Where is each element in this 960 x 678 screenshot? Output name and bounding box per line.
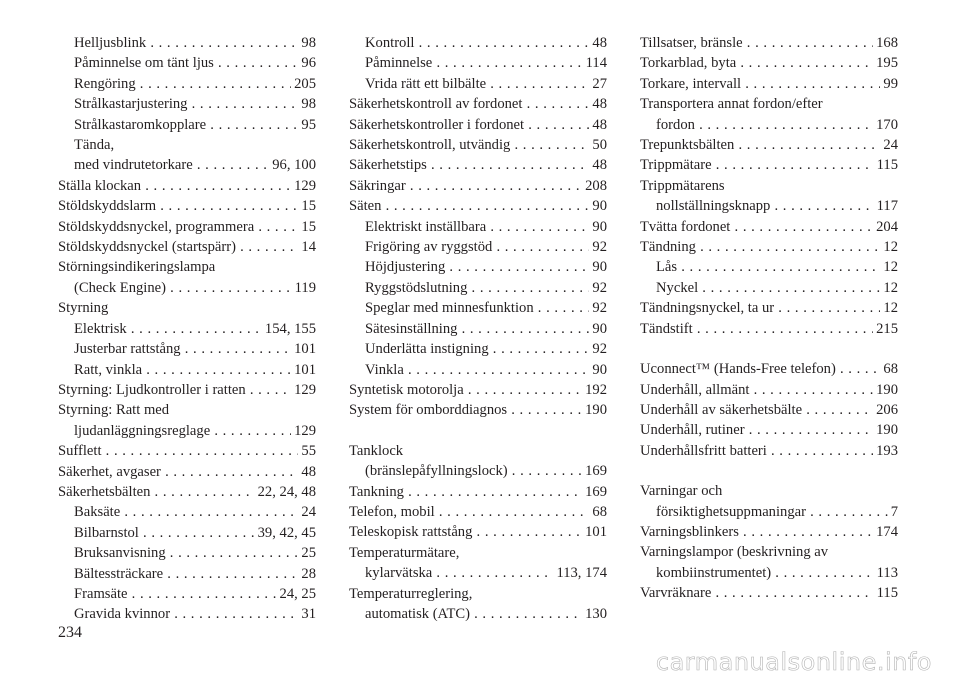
- page-reference: 22, 24, 48: [255, 482, 316, 502]
- index-term-continuation-line: [365, 563, 607, 583]
- index-term: Vinkla: [365, 361, 404, 378]
- page-reference: 12: [880, 257, 898, 277]
- index-term: Stöldskyddsnyckel, programmera: [58, 218, 255, 235]
- index-entry: [58, 462, 316, 482]
- index-entry: [349, 502, 607, 522]
- page-reference: 12: [880, 278, 898, 298]
- index-term: Torkare, intervall: [640, 75, 742, 92]
- page-reference: 24: [298, 502, 316, 522]
- index-term-continuation-line: [656, 196, 898, 216]
- index-term: Transportera annat fordon/efter: [640, 96, 823, 113]
- page-reference: 12: [880, 237, 898, 257]
- page-reference: 90: [589, 257, 607, 277]
- index-term: Underlätta instigning: [365, 341, 489, 358]
- page-reference: 39, 42, 45: [255, 523, 316, 543]
- page-reference: 169: [582, 482, 607, 502]
- index-term: Tända,: [74, 137, 115, 154]
- index-entry: [349, 380, 607, 400]
- index-subentry: [365, 33, 607, 53]
- index-subentry: [365, 339, 607, 359]
- index-subentry: [74, 604, 316, 624]
- index-term: Bilbarnstol: [74, 524, 139, 541]
- index-term: Temperaturreglering,: [349, 585, 473, 602]
- index-entry: [640, 94, 898, 135]
- index-term: Vrida rätt ett bilbälte: [365, 75, 487, 92]
- index-entry: [640, 319, 898, 339]
- index-subentry: [74, 33, 316, 53]
- index-term: Störningsindikeringslampa: [58, 259, 216, 276]
- page-reference: 130: [582, 604, 607, 624]
- index-term: Tvätta fordonet: [640, 218, 731, 235]
- index-term: Underhåll, rutiner: [640, 422, 745, 439]
- page-reference: 115: [874, 155, 898, 175]
- index-term-continuation: fordon: [656, 116, 695, 133]
- index-term: Bältessträckare: [74, 565, 164, 582]
- page-reference: 119: [292, 278, 316, 298]
- index-term: Trippmätare: [640, 157, 712, 174]
- index-term: Säkerhet, avgaser: [58, 463, 161, 480]
- page-reference: 96: [298, 53, 316, 73]
- index-term: Torkarblad, byta: [640, 55, 737, 72]
- page-reference: 7: [888, 502, 898, 522]
- index-entry: [349, 176, 607, 196]
- index-entry: [640, 155, 898, 175]
- index-term: Underhållsfritt batteri: [640, 442, 767, 459]
- index-entry: [349, 196, 607, 216]
- page-reference: 115: [874, 583, 898, 603]
- index-term-continuation-line: [656, 502, 898, 522]
- page-reference: 101: [582, 522, 607, 542]
- index-entry: [640, 420, 898, 440]
- page-reference: 92: [589, 278, 607, 298]
- index-entry: [640, 74, 898, 94]
- index-term: Ställa klockan: [58, 177, 142, 194]
- index-entry: [640, 542, 898, 583]
- index-entry: [58, 482, 316, 502]
- index-entry: [640, 298, 898, 318]
- index-entry: [640, 481, 898, 522]
- index-entry: [349, 400, 607, 420]
- page-reference: 25: [298, 543, 316, 563]
- index-subentry: [74, 135, 316, 155]
- index-subentry: [365, 319, 607, 339]
- index-subentry: [365, 237, 607, 257]
- index-term: Justerbar rattstång: [74, 341, 181, 358]
- page-reference: 90: [589, 319, 607, 339]
- index-subentry: [365, 217, 607, 237]
- page-reference: 55: [298, 441, 316, 461]
- page-reference: 129: [291, 176, 316, 196]
- watermark: carmanualsonline.info: [655, 648, 932, 676]
- index-term: Varningar och: [640, 483, 723, 500]
- page-reference: 12: [880, 298, 898, 318]
- index-term: Tanklock: [349, 442, 404, 459]
- page-reference: 114: [583, 53, 607, 73]
- index-term-continuation: (Check Engine): [74, 279, 166, 296]
- index-column-3: [640, 33, 898, 604]
- index-term: Elektriskt inställbara: [365, 218, 487, 235]
- index-term: Varningslampor (beskrivning av: [640, 544, 829, 561]
- index-entry: [640, 33, 898, 53]
- page-reference: 48: [589, 115, 607, 135]
- index-term: Tändning: [640, 239, 696, 256]
- index-column-2: [349, 33, 607, 624]
- index-entry: [349, 135, 607, 155]
- page-reference: 117: [874, 196, 898, 216]
- index-term: Framsäte: [74, 585, 128, 602]
- page-reference: 208: [582, 176, 607, 196]
- index-entry: [58, 176, 316, 196]
- page-reference: 90: [589, 196, 607, 216]
- index-entry: [58, 380, 316, 400]
- index-term: Tändstift: [640, 320, 693, 337]
- index-term: Säkerhetskontroll av fordonet: [349, 96, 523, 113]
- index-subentry: [74, 502, 316, 522]
- index-term: Ryggstödslutning: [365, 279, 468, 296]
- index-term-continuation: automatisk (ATC): [365, 605, 470, 622]
- index-entry: [349, 441, 607, 482]
- page-reference: 48: [589, 94, 607, 114]
- index-term: Påminnelse: [365, 55, 433, 72]
- page-reference: 68: [880, 359, 898, 379]
- index-term: Strålkastaromkopplare: [74, 116, 207, 133]
- index-subentry: [74, 53, 316, 73]
- index-entry: [640, 135, 898, 155]
- index-term: Påminnelse om tänt ljus: [74, 55, 214, 72]
- index-entry: [349, 522, 607, 542]
- page-reference: 95: [298, 115, 316, 135]
- section-gap: [349, 421, 607, 441]
- index-term-continuation: kylarvätska: [365, 565, 433, 582]
- page-reference: 28: [298, 564, 316, 584]
- page-reference: 92: [589, 339, 607, 359]
- index-term: Tankning: [349, 483, 404, 500]
- index-term: Stöldskyddsnyckel (startspärr): [58, 239, 236, 256]
- index-term: Lås: [656, 259, 678, 276]
- page-reference: 113: [874, 563, 898, 583]
- index-term: Säkerhetstips: [349, 157, 427, 174]
- index-term: Syntetisk motorolja: [349, 381, 464, 398]
- index-term: Underhåll, allmänt: [640, 381, 750, 398]
- page-reference: 101: [291, 339, 316, 359]
- index-term: Temperaturmätare,: [349, 544, 460, 561]
- page-reference: 98: [298, 33, 316, 53]
- index-subentry: [365, 53, 607, 73]
- index-entry: [640, 217, 898, 237]
- index-term-continuation-line: [365, 604, 607, 624]
- page-reference: 48: [298, 462, 316, 482]
- page-reference: 68: [589, 502, 607, 522]
- page-reference: 98: [298, 94, 316, 114]
- index-term-continuation-line: [365, 461, 607, 481]
- index-entry: [640, 176, 898, 217]
- page-reference: 204: [873, 217, 898, 237]
- page-reference: 90: [589, 360, 607, 380]
- page-reference: 168: [873, 33, 898, 53]
- index-subentry: [365, 278, 607, 298]
- page-reference: 92: [589, 298, 607, 318]
- page-reference: 129: [291, 380, 316, 400]
- page-reference: 24, 25: [277, 584, 316, 604]
- index-entry: [640, 441, 898, 461]
- page-reference: 193: [873, 441, 898, 461]
- index-term: Styrning: Ljudkontroller i ratten: [58, 381, 246, 398]
- page-reference: 48: [589, 155, 607, 175]
- index-subentry: [74, 74, 316, 94]
- index-term: Speglar med minnesfunktion: [365, 300, 534, 317]
- index-term: Sufflett: [58, 443, 102, 460]
- index-term: Sätesinställning: [365, 320, 458, 337]
- section-gap: [640, 461, 898, 481]
- index-subentry: [74, 564, 316, 584]
- index-term: Styrning: Ratt med: [58, 402, 170, 419]
- page-reference: 15: [298, 196, 316, 216]
- index-subentry: [74, 339, 316, 359]
- index-entry: [349, 155, 607, 175]
- page-reference: 215: [873, 319, 898, 339]
- page-reference: 113, 174: [553, 563, 607, 583]
- page-reference: 24: [880, 135, 898, 155]
- index-term: Ratt, vinkla: [74, 361, 143, 378]
- index-term: Uconnect™ (Hands-Free telefon): [640, 361, 836, 378]
- page-reference: 96, 100: [269, 155, 316, 175]
- index-entry: [58, 441, 316, 461]
- index-term-continuation: kombiinstrumentet): [656, 564, 772, 581]
- index-column-1: [58, 33, 316, 625]
- index-term: System för omborddiagnos: [349, 402, 508, 419]
- index-term-continuation: (bränslepåfyllningslock): [365, 463, 508, 480]
- page-reference: 206: [873, 400, 898, 420]
- page-reference: 101: [291, 360, 316, 380]
- index-subentry: [74, 584, 316, 604]
- index-term: Höjdjustering: [365, 259, 446, 276]
- page-reference: 205: [291, 74, 316, 94]
- index-entry: [640, 237, 898, 257]
- page-reference: 15: [298, 217, 316, 237]
- index-subentry: [74, 523, 316, 543]
- index-entry: [58, 237, 316, 257]
- index-term-continuation-line: [656, 563, 898, 583]
- page-reference: 129: [291, 421, 316, 441]
- index-term-continuation-line: [656, 115, 898, 135]
- index-term: Tändningsnyckel, ta ur: [640, 300, 775, 317]
- index-term: Gravida kvinnor: [74, 606, 171, 623]
- index-entry: [58, 400, 316, 441]
- page-reference: 190: [873, 420, 898, 440]
- index-subentry: [74, 543, 316, 563]
- index-entry: [58, 196, 316, 216]
- page-reference: 50: [589, 135, 607, 155]
- page-reference: 170: [873, 115, 898, 135]
- index-term: Stöldskyddslarm: [58, 198, 157, 215]
- page-reference: 27: [589, 74, 607, 94]
- index-entry: [349, 543, 607, 584]
- index-term: Rengöring: [74, 75, 136, 92]
- index-term-continuation: nollställningsknapp: [656, 198, 771, 215]
- index-term-continuation-line: [74, 421, 316, 441]
- index-term: Säten: [349, 198, 382, 215]
- index-term: Kontroll: [365, 35, 415, 51]
- index-term: Underhåll av säkerhetsbälte: [640, 401, 803, 418]
- page-reference: 48: [589, 33, 607, 53]
- index-term: Baksäte: [74, 504, 121, 521]
- index-term: Frigöring av ryggstöd: [365, 239, 493, 256]
- index-term: Elektrisk: [74, 320, 127, 337]
- index-subentry: [365, 360, 607, 380]
- index-entry: [349, 584, 607, 625]
- index-term: Styrning: [58, 300, 109, 317]
- index-entry: [349, 94, 607, 114]
- page-reference: 195: [873, 53, 898, 73]
- page-reference: 174: [873, 522, 898, 542]
- page-reference: 169: [582, 461, 607, 481]
- page-reference: 92: [589, 237, 607, 257]
- index-term: med vindrutetorkare: [74, 157, 193, 174]
- page-reference: 31: [298, 604, 316, 624]
- index-subentry: [656, 257, 898, 277]
- index-subentry: [365, 257, 607, 277]
- index-entry: [58, 298, 316, 318]
- index-entry: [349, 115, 607, 135]
- index-term-continuation: ljudanläggningsreglage: [74, 422, 211, 439]
- index-entry: [349, 482, 607, 502]
- index-subentry: [74, 360, 316, 380]
- page-reference: 190: [873, 380, 898, 400]
- index-term: Telefon, mobil: [349, 503, 435, 520]
- index-subentry: [365, 74, 607, 94]
- index-term: Tillsatser, bränsle: [640, 35, 743, 51]
- index-term-continuation: försiktighetsuppmaningar: [656, 503, 806, 520]
- page-reference: 154, 155: [262, 319, 316, 339]
- index-term: Teleskopisk rattstång: [349, 524, 473, 541]
- index-subentry: [365, 298, 607, 318]
- index-subentry: [74, 94, 316, 114]
- page-reference: 190: [582, 400, 607, 420]
- index-term: Varvräknare: [640, 585, 712, 602]
- page-reference: 192: [582, 380, 607, 400]
- page-reference: 99: [880, 74, 898, 94]
- index-entry: [640, 359, 898, 379]
- index-term: Säkerhetskontroll, utvändig: [349, 137, 511, 154]
- index-term: Helljusblink: [74, 35, 147, 51]
- index-term: Varningsblinkers: [640, 523, 739, 540]
- index-term: Trippmätarens: [640, 177, 725, 194]
- index-entry: [640, 583, 898, 603]
- index-entry: [640, 522, 898, 542]
- index-term: Säkerhetsbälten: [58, 483, 151, 500]
- index-term: Bruksanvisning: [74, 545, 166, 562]
- index-subentry: [74, 319, 316, 339]
- index-term: Strålkastarjustering: [74, 96, 188, 113]
- index-entry: [58, 257, 316, 298]
- index-term: Trepunktsbälten: [640, 137, 735, 154]
- index-term-continuation-line: [74, 278, 316, 298]
- page-reference: 90: [589, 217, 607, 237]
- index-subentry: [74, 155, 316, 175]
- index-subentry: [656, 278, 898, 298]
- index-entry: [58, 217, 316, 237]
- page-number: 234: [58, 624, 82, 641]
- index-term: Säkringar: [349, 177, 406, 194]
- index-entry: [640, 53, 898, 73]
- section-gap: [640, 339, 898, 359]
- index-entry: [640, 400, 898, 420]
- index-subentry: [74, 115, 316, 135]
- page-reference: 14: [298, 237, 316, 257]
- index-term: Säkerhetskontroller i fordonet: [349, 116, 525, 133]
- index-term: Nyckel: [656, 279, 699, 296]
- index-entry: [640, 380, 898, 400]
